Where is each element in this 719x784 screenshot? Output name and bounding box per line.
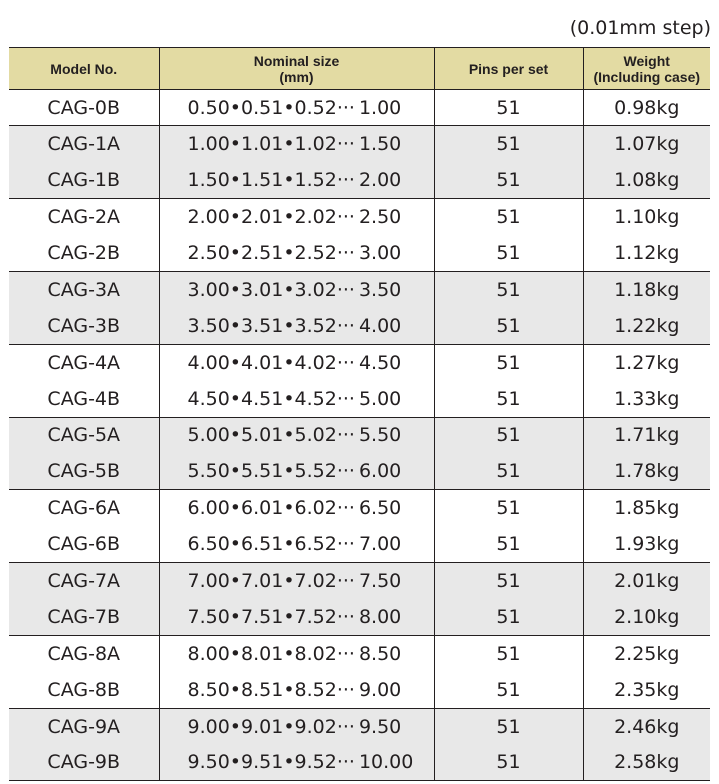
weight-cell: 2.10kg <box>614 605 680 628</box>
model-cell: CAG-9A <box>9 708 159 744</box>
pins-cell: 51 <box>434 708 583 744</box>
size-start: 0.50•0.51•0.52··· <box>187 96 355 119</box>
size-cell <box>159 745 434 781</box>
model-cell: CAG-1B <box>9 162 159 198</box>
size-cell <box>159 563 434 599</box>
size-end: 1.50 <box>358 133 402 156</box>
weight-cell: 0.98kg <box>614 96 680 119</box>
size-start: 1.50•1.51•1.52··· <box>187 169 355 192</box>
table-row <box>9 90 710 126</box>
size-start: 2.00•2.01•2.02··· <box>187 206 355 229</box>
size-start: 5.00•5.01•5.02··· <box>187 424 355 447</box>
weight-cell: 1.10kg <box>583 199 710 235</box>
size-cell <box>159 381 434 417</box>
header-size-line1: Nominal size <box>253 52 340 69</box>
header-nominal-size <box>159 48 434 90</box>
size-end: 9.50 <box>358 715 402 738</box>
table-row <box>9 526 710 562</box>
weight-cell: 1.71kg <box>583 417 710 453</box>
pins-cell: 51 <box>434 526 583 562</box>
table-row <box>9 745 710 781</box>
size-cell <box>159 635 434 671</box>
step-note: (0.01mm step) <box>569 17 711 39</box>
size-end: 5.00 <box>358 387 402 410</box>
header-model-label: Model No. <box>50 60 118 77</box>
size-start: 3.50•3.51•3.52··· <box>187 314 355 337</box>
weight-cell: 2.01kg <box>583 563 710 599</box>
model-cell: CAG-6B <box>9 526 159 562</box>
header-weight-line2: (Including case) <box>593 68 701 85</box>
model-cell: CAG-8A <box>9 635 159 671</box>
table-row <box>9 344 710 380</box>
model-cell: CAG-3B <box>9 308 159 344</box>
spec-table <box>9 47 710 781</box>
header-model <box>9 48 159 90</box>
size-start: 6.00•6.01•6.02··· <box>187 497 355 520</box>
model-cell: CAG-7B <box>9 599 159 635</box>
size-cell <box>159 90 434 126</box>
size-start: 3.00•3.01•3.02··· <box>187 278 355 301</box>
pins-cell: 51 <box>434 635 583 671</box>
size-start: 1.00•1.01•1.02··· <box>187 133 355 156</box>
size-cell <box>159 599 434 635</box>
model-cell: CAG-3A <box>9 271 159 307</box>
table-row <box>9 417 710 453</box>
size-cell <box>159 271 434 307</box>
pins-cell: 51 <box>434 90 583 126</box>
model-cell: CAG-2A <box>9 199 159 235</box>
size-end: 8.50 <box>358 642 402 665</box>
pins-cell: 51 <box>434 563 583 599</box>
header-pins <box>434 48 583 90</box>
size-start: 4.00•4.01•4.02··· <box>187 351 355 374</box>
weight-cell: 1.08kg <box>614 169 680 192</box>
model-cell: CAG-9B <box>9 745 159 781</box>
model-cell: CAG-2B <box>9 235 159 271</box>
weight-cell: 1.85kg <box>583 490 710 526</box>
size-start: 5.50•5.51•5.52··· <box>187 460 355 483</box>
pins-cell: 51 <box>434 672 583 708</box>
model-cell: CAG-5B <box>9 453 159 489</box>
weight-cell: 1.07kg <box>583 126 710 162</box>
model-cell: CAG-6A <box>9 490 159 526</box>
pins-cell: 51 <box>434 162 583 198</box>
weight-cell: 1.93kg <box>614 533 680 556</box>
table-row <box>9 235 710 271</box>
size-start: 8.00•8.01•8.02··· <box>187 642 355 665</box>
table-row <box>9 599 710 635</box>
weight-cell: 1.18kg <box>583 271 710 307</box>
size-cell <box>159 308 434 344</box>
size-cell <box>159 526 434 562</box>
size-end: 6.00 <box>358 460 402 483</box>
pins-cell: 51 <box>434 490 583 526</box>
size-cell <box>159 235 434 271</box>
weight-cell: 2.46kg <box>583 708 710 744</box>
table-header <box>9 48 710 90</box>
table-body <box>9 90 710 781</box>
model-cell: CAG-4B <box>9 381 159 417</box>
table-row <box>9 708 710 744</box>
table-row <box>9 308 710 344</box>
pins-cell: 51 <box>434 126 583 162</box>
weight-cell: 2.35kg <box>614 678 680 701</box>
weight-cell: 1.78kg <box>614 460 680 483</box>
size-end: 7.50 <box>358 570 402 593</box>
size-end: 4.00 <box>358 314 402 337</box>
weight-cell: 1.12kg <box>614 242 680 264</box>
header-size-line2: (mm) <box>279 68 314 85</box>
pins-cell: 51 <box>434 344 583 380</box>
header-pins-label: Pins per set <box>468 60 549 77</box>
model-cell: CAG-8B <box>9 672 159 708</box>
weight-cell: 2.58kg <box>583 745 710 781</box>
table-row <box>9 381 710 417</box>
model-cell: CAG-7A <box>9 563 159 599</box>
pins-cell: 51 <box>434 199 583 235</box>
size-cell <box>159 708 434 744</box>
pins-cell: 51 <box>434 599 583 635</box>
table-row <box>9 162 710 198</box>
table-row <box>9 271 710 307</box>
table-row <box>9 490 710 526</box>
size-end: 3.00 <box>358 242 402 264</box>
size-end: 10.00 <box>358 751 414 774</box>
header-weight <box>583 48 710 90</box>
weight-cell: 1.27kg <box>583 344 710 380</box>
size-cell <box>159 344 434 380</box>
table-row <box>9 453 710 489</box>
size-end: 3.50 <box>358 278 402 301</box>
model-cell: CAG-1A <box>9 126 159 162</box>
pins-cell: 51 <box>434 308 583 344</box>
size-start: 4.50•4.51•4.52··· <box>187 387 355 410</box>
size-end: 5.50 <box>358 424 402 447</box>
table-row <box>9 126 710 162</box>
size-end: 4.50 <box>358 351 402 374</box>
pins-cell: 51 <box>434 271 583 307</box>
size-start: 6.50•6.51•6.52··· <box>187 533 355 556</box>
size-cell <box>159 672 434 708</box>
pins-cell: 51 <box>434 453 583 489</box>
size-start: 9.50•9.51•9.52··· <box>187 751 355 774</box>
size-start: 9.00•9.01•9.02··· <box>187 715 355 738</box>
pins-cell: 51 <box>434 381 583 417</box>
model-cell: CAG-5A <box>9 417 159 453</box>
size-end: 6.50 <box>358 497 402 520</box>
size-start: 2.50•2.51•2.52··· <box>187 242 355 264</box>
size-end: 8.00 <box>358 605 402 628</box>
size-end: 2.00 <box>358 169 402 192</box>
model-cell: CAG-4A <box>9 344 159 380</box>
table-row <box>9 199 710 235</box>
weight-cell: 1.33kg <box>614 387 680 410</box>
header-weight-line1: Weight <box>623 52 670 69</box>
size-cell <box>159 199 434 235</box>
size-end: 7.00 <box>358 533 402 556</box>
size-start: 8.50•8.51•8.52··· <box>187 678 355 701</box>
size-cell <box>159 453 434 489</box>
weight-cell: 2.25kg <box>583 635 710 671</box>
size-end: 1.00 <box>358 96 402 119</box>
size-cell <box>159 162 434 198</box>
weight-cell: 1.22kg <box>614 314 680 337</box>
model-cell: CAG-0B <box>9 90 159 126</box>
table-row <box>9 563 710 599</box>
size-start: 7.00•7.01•7.02··· <box>187 570 355 593</box>
pins-cell: 51 <box>434 745 583 781</box>
table-row <box>9 635 710 671</box>
size-cell <box>159 417 434 453</box>
size-end: 2.50 <box>358 206 402 229</box>
pins-cell: 51 <box>434 235 583 271</box>
pins-cell: 51 <box>434 417 583 453</box>
table-row <box>9 672 710 708</box>
size-cell <box>159 490 434 526</box>
size-end: 9.00 <box>358 678 402 701</box>
size-start: 7.50•7.51•7.52··· <box>187 605 355 628</box>
size-cell <box>159 126 434 162</box>
